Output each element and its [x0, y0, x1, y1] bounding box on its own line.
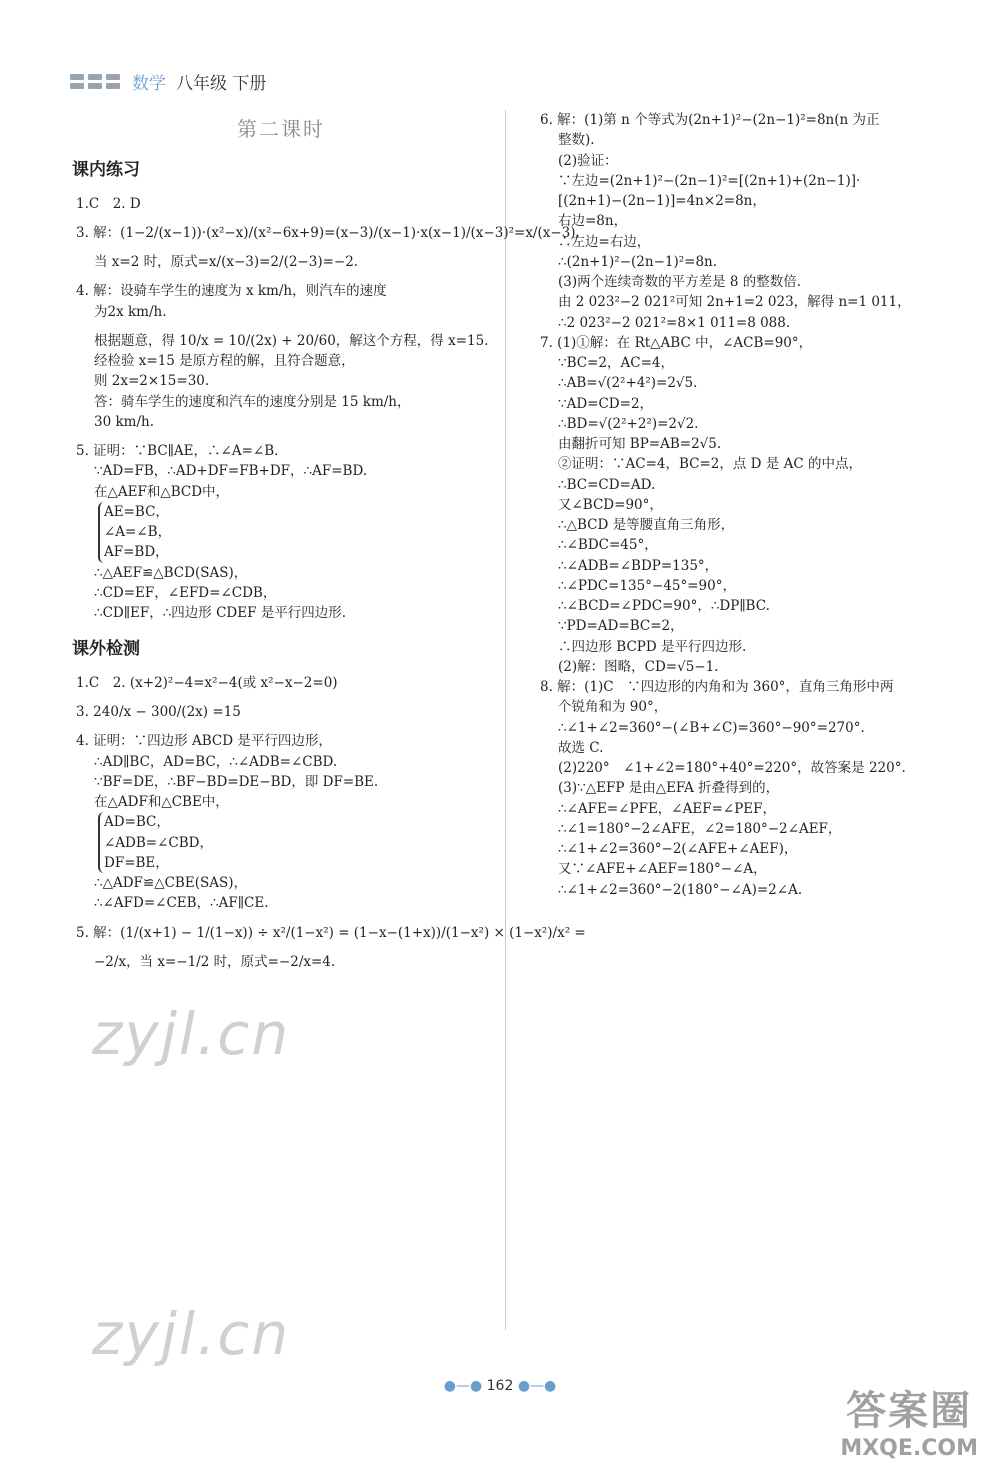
page-header — [70, 66, 266, 96]
answer-line: ∴CD∥EF，∴四边形 CDEF 是平行四边形. — [94, 605, 347, 621]
answer-line: ∴△BCD 是等腰直角三角形， — [558, 517, 735, 533]
section-after-class: 课外检测 — [72, 639, 140, 660]
answer-line: ∴左边=右边， — [558, 233, 651, 250]
answer-line: 整数). — [558, 132, 595, 149]
answer-line: ∵AD=FB，∴AD+DF=FB+DF，∴AF=BD. — [94, 463, 368, 480]
answer-line: 又∠BCD=90°， — [558, 496, 663, 513]
answer-line: 5. 解：(1/(x+1) − 1/(1−x)) ÷ x²/(1−x²) = (1−x−(1+x))/(1−x²) × (1−x²)/x² = — [76, 924, 586, 941]
answer-line: ∴∠PDC=135°−45°=90°， — [558, 577, 736, 594]
answer-line: 3. 240/x − 300/(2x) =15 — [76, 704, 241, 720]
corner-logo-url: MXQE.COM — [840, 1436, 978, 1461]
answer-line: ∴∠BDC=45°， — [558, 537, 658, 554]
watermark-2: zyjl.cn — [92, 1300, 291, 1368]
answer-line: 为2x km/h. — [94, 303, 167, 320]
column-divider — [505, 110, 506, 1330]
answer-line: 答：骑车学生的速度和汽车的速度分别是 15 km/h， — [94, 393, 411, 410]
answer-line: 3. 解：(1−2/(x−1))·(x²−x)/(x²−6x+9)=(x−3)/(x−1)·x(x−1)/(x−3)²=x/(x−3). — [76, 224, 580, 241]
answer-line: 6. 解：(1)第 n 个等式为(2n+1)²−(2n−1)²=8n(n 为正 — [540, 112, 880, 128]
answer-line: ∴四边形 BCPD 是平行四边形. — [558, 638, 747, 655]
right-column — [540, 110, 930, 900]
answer-line: 30 km/h. — [94, 413, 154, 430]
answer-line: ∠ADB=∠CBD， — [104, 834, 214, 851]
answer-line: ∴∠BCD=∠PDC=90°，∴DP∥BC. — [558, 598, 770, 614]
answer-line: AD=BC， — [104, 814, 170, 831]
watermark-1: zyjl.cn — [92, 1000, 291, 1068]
answer-line: ∴∠AFE=∠PFE，∠AEF=∠PEF， — [558, 800, 777, 817]
answer-line: ∵BC=2，AC=4， — [558, 355, 674, 371]
answer-line: ∴2 023²−2 021²=8×1 011=8 088. — [558, 314, 791, 331]
answer-line: 8. 解：(1)C ∵四边形的内角和为 360°，直角三角形中两 — [540, 679, 894, 695]
answer-line: ∴∠1+∠2=360°−(∠B+∠C)=360°−90°=270°. — [558, 719, 865, 736]
page-number: 162 — [486, 1378, 514, 1394]
answer-line: 则 2x=2×15=30. — [94, 373, 210, 390]
answer-line: ∴∠ADB=∠BDP=135°， — [558, 557, 719, 574]
footer-dots-right-icon: ●—● — [517, 1378, 557, 1394]
answer-line: ∵PD=AD=BC=2， — [558, 618, 684, 635]
answer-line: 在△AEF和△BCD中， — [94, 483, 230, 500]
answer-line: ∴CD=EF，∠EFD=∠CDB， — [94, 584, 277, 601]
header-subject: 数学 — [132, 73, 166, 94]
answer-line: (2)验证： — [558, 152, 618, 169]
answer-line: 个锐角和为 90°， — [558, 699, 668, 716]
answer-line: ∴BC=CD=AD. — [558, 476, 656, 493]
answer-line: −2/x，当 x=−1/2 时，原式=−2/x=4. — [94, 953, 336, 970]
publisher-logo-icon — [70, 74, 120, 89]
answer-line: 又∵∠AFE+∠AEF=180°−∠A， — [558, 861, 767, 878]
footer-dots-left-icon: ●—● — [443, 1378, 483, 1394]
header-grade: 八年级 下册 — [176, 73, 267, 94]
corner-logo-main: 答案圈 — [846, 1388, 973, 1434]
brace-group — [98, 812, 486, 873]
answer-line: 经检验 x=15 是原方程的解，且符合题意， — [94, 353, 355, 369]
answer-line: AE=BC， — [104, 503, 169, 520]
answer-line: 在△ADF和△CBE中， — [94, 794, 229, 810]
answer-line: ∵AD=CD=2， — [558, 395, 654, 412]
answer-line: ∠A=∠B， — [104, 524, 172, 540]
answer-line: ∵BF=DE，∴BF−BD=DE−BD，即 DF=BE. — [94, 773, 379, 790]
answer-line: [(2n+1)−(2n−1)]=4n×2=8n， — [558, 193, 766, 209]
answer-line: (2)解：图略，CD=√5−1. — [558, 658, 719, 675]
answer-line: DF=BE， — [104, 854, 169, 871]
answer-line: ∴△AEF≌△BCD(SAS)， — [94, 564, 248, 581]
brace-group — [98, 502, 486, 563]
answer-line: ∵左边=(2n+1)²−(2n−1)²=[(2n+1)+(2n−1)]· — [558, 172, 861, 189]
answer-line: 根据题意，得 10/x = 10/(2x) + 20/60，解这个方程，得 x=15. — [94, 332, 489, 349]
answer-line: ∴∠1=180°−2∠AFE，∠2=180°−2∠AEF， — [558, 820, 842, 837]
section-in-class: 课内练习 — [72, 160, 140, 180]
answer-line: ∴∠AFD=∠CEB，∴AF∥CE. — [94, 895, 269, 912]
answer-line: 1.C 2. (x+2)²−4=x²−4(或 x²−x−2=0) — [76, 674, 338, 691]
answer-line: (3)两个连续奇数的平方差是 8 的整数倍. — [558, 274, 802, 290]
answer-line: 当 x=2 时，原式=x/(x−3)=2/(2−3)=−2. — [94, 254, 359, 270]
answer-line: ②证明：∵AC=4，BC=2，点 D 是 AC 的中点， — [558, 456, 862, 473]
answer-line: 7. (1)①解：在 Rt△ABC 中，∠ACB=90°， — [540, 334, 813, 351]
answer-line: AF=BD， — [104, 544, 169, 561]
corner-logo — [840, 1379, 978, 1461]
answer-line: 由翻折可知 BP=AB=2√5. — [558, 436, 722, 452]
in-class-answers — [76, 194, 580, 624]
answer-line: 1.C 2. D — [76, 195, 141, 212]
answer-line: ∴AD∥BC，AD=BC，∴∠ADB=∠CBD. — [94, 753, 338, 770]
answer-line: (2)220° ∠1+∠2=180°+40°=220°，故答案是 220°. — [558, 760, 906, 776]
answer-line: ∴AB=√(2²+4²)=2√5. — [558, 375, 698, 392]
answer-line: (3)∵△EFP 是由△EFA 折叠得到的， — [558, 780, 780, 797]
answer-line: 故选 C. — [558, 739, 604, 756]
answer-line: ∴BD=√(2²+2²)=2√2. — [558, 415, 699, 432]
lesson-title: 第二课时 — [237, 117, 325, 141]
answer-line: ∴∠1+∠2=360°−2(180°−∠A)=2∠A. — [558, 881, 803, 898]
answer-line: 4. 解：设骑车学生的速度为 x km/h，则汽车的速度 — [76, 283, 387, 300]
answer-line: 右边=8n， — [558, 213, 628, 230]
answer-line: 4. 证明：∵四边形 ABCD 是平行四边形， — [76, 733, 332, 750]
right-answers — [540, 110, 930, 900]
answer-line: 由 2 023²−2 021²可知 2n+1=2 023，解得 n=1 011， — [558, 294, 911, 311]
answer-line: 5. 证明：∵BC∥AE，∴∠A=∠B. — [76, 443, 279, 459]
answer-line: ∴△ADF≌△CBE(SAS)， — [94, 875, 247, 891]
answer-line: ∴∠1+∠2=360°−2(∠AFE+∠AEF)， — [558, 841, 798, 857]
answer-line: ∴(2n+1)²−(2n−1)²=8n. — [558, 253, 718, 270]
